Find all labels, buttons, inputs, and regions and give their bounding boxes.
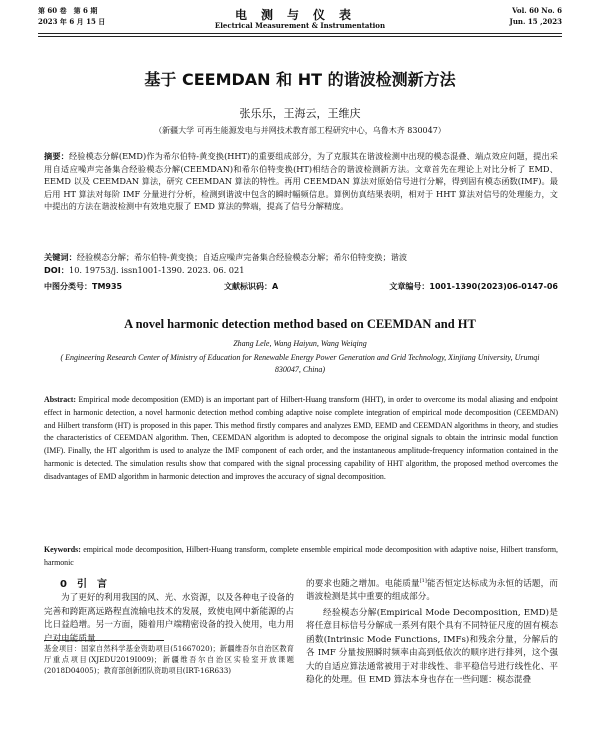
- date-en: Jun. 15 ,2023: [509, 17, 562, 26]
- keywords-text-cn: 经验模态分解；希尔伯特-黄变换；自适应噪声完备集合经验模态分解；希尔伯特变换；谐波: [76, 252, 408, 262]
- keywords-text-en: empirical mode decomposition, Hilbert-Huang transform, complete ensemble empirical mode decomposition with adaptive noise, Hilbert transform, harmonic: [44, 545, 558, 567]
- abstract-label-en: Abstract:: [44, 395, 76, 404]
- doi-value: 10. 19753/j. issn1001-1390. 2023. 06. 021: [69, 265, 245, 275]
- intro-left-paragraph: 为了更好的利用我国的风、光、水资源，以及各种电子设备的完善和跨距离远路程直流输电技术的发展，致使电网中新能源的占比日益趋增。另一方面，随着用户端精密设备的投入使用，电力用户对电能质量: [44, 593, 294, 644]
- affiliation-cn: （新疆大学 可再生能源发电与并网技术教育部工程研究中心，乌鲁木齐 830047）: [154, 126, 446, 135]
- journal-name-cn: 电测与仪表: [234, 8, 365, 22]
- footnote-rule: [44, 640, 164, 641]
- intro-right-paragraph-2: 经验模态分解(Empirical Mode Decomposition, EMD)是将任意目标信号分解成一系列有限个具有不同特征尺度的固有模态函数(Intrinsic Mode Functions, IMFs)和残余分量，分解后的各 IMF 分量按照瞬时频率由高到低依次的顺序进行排列，这个强大的自适应算法通常被用于对非线性、非平稳信号进行线性化、平稳化的处理。但 EMD 算法本身也存在一些问题：模态混叠: [306, 607, 558, 686]
- authors-cn: 张乐乐，王海云，王维庆: [239, 107, 361, 120]
- doc-code-value: A: [272, 282, 279, 291]
- right-p1-part-a: 的要求也随之增加。电能质量: [306, 578, 420, 589]
- journal-name-en: Electrical Measurement & Instrumentation: [214, 21, 386, 30]
- abstract-label-cn: 摘要：: [44, 151, 69, 161]
- abstract-text-cn: 经验模态分解(EMD)作为希尔伯特-黄变换(HHT)的重要组成部分，为了克服其在谐波检测中出现的模态混叠、端点效应问题，提出采用自适应噪声完备集合经验模态分解(CEEMDAN)和希尔伯特变换(HT)相结合的谐波检测新方法。文章首先在理论上对比分析了 EMD、EEMD 以及 CEEMDAN 算法，研究 CEEMDAN 算法的特性。再用 CEEMDAN 算法对原始信号进行分解，得到固有模态函数(IMF)。最后用 HT 算法对每阶 IMF 分量进行分析，检测到谐波中包含的瞬时幅频信息。算例仿真结果表明，相对于 HHT 算法对信号的处理能力，文中提出的方法在谐波检测中有效地克服了 EMD 算法的弊端，提高了信号分解精度。: [44, 151, 558, 212]
- volume-issue-en: Vol. 60 No. 6: [512, 6, 562, 15]
- header-rule-thick: [38, 33, 562, 34]
- header-rule-thin: [38, 36, 562, 37]
- doi-line: [44, 264, 558, 277]
- paper-title-cn: 基于 CEEMDAN 和 HT 的谐波检测新方法: [144, 70, 456, 89]
- keywords-cn: [44, 251, 558, 264]
- keywords-label-en: Keywords:: [44, 545, 81, 554]
- abstract-cn: [44, 150, 558, 213]
- right-p1-part-b: 能否恒定达标成为永恒的话题，而谐波检测是其中重要的组成部分。: [306, 578, 558, 603]
- date-cn: 2023 年 6 月 15 日: [38, 17, 106, 26]
- abstract-text-en: Empirical mode decomposition (EMD) is an important part of Hilbert-Huang transform (HHT), in order to overcome its modal aliasing and endpoint effect in harmonic detection, a novel harmonic detection method combing adaptive noise complete integration of empirical mode decomposition (CEEMDAN) and Hilbert transform (HT) is proposed in this paper. This method firstly compares and analyzes EMD, EEMD and CEEMDAN algorithms in theory, and studies the characteristics of CEEMDAN algorithm. Then, CEEMDAN algorithm is adopted to decompose the original signals to obtain the intrinsic modal function (IMF). Finally, the HT algorithm is used to analyze the IMF component of each order, and the instantaneous amplitude-frequency information contained in the harmonic is detected. The simulation results show that compared with the signal processing capability of HHT algorithm, the proposed method overcomes the disadvantages of EMD algorithm in harmonic detection and improves the accuracy of signal decomposition.: [44, 395, 558, 481]
- affiliation-en: ( Engineering Research Center of Ministry of Education for Renewable Energy Power Generation and Grid Technology, Xinjiang University, Urumqi 830047, China): [60, 353, 540, 374]
- paper-title-en: A novel harmonic detection method based on CEEMDAN and HT: [124, 317, 476, 331]
- citation-ref: [1]: [419, 578, 427, 584]
- intro-right-column: [306, 575, 558, 688]
- doi-label: DOI：: [44, 265, 69, 275]
- clc-value: TM935: [92, 282, 123, 291]
- authors-en: Zhang Lele, Wang Haiyun, Wang Weiqing: [233, 339, 367, 348]
- volume-issue-cn: 第 60 卷 第 6 期: [38, 6, 98, 15]
- keywords-label-cn: 关键词：: [44, 252, 77, 262]
- section-heading-introduction: 0 引 言: [60, 579, 107, 590]
- keywords-en: [44, 544, 558, 570]
- intro-right-paragraph-1: [306, 575, 558, 605]
- doc-code-label: 文献标识码：: [224, 282, 272, 291]
- abstract-en: [44, 394, 558, 484]
- funding-footnote: 基金项目：国家自然科学基金资助项目(51667020)；新疆维吾尔自治区教育厅重点项目(XJEDU2019I009)；新疆维吾尔自治区实验室开放课题(2018D04005)；教育部创新团队资助项目(IRT-16R633): [44, 644, 294, 675]
- article-no-label: 文章编号：: [389, 282, 430, 291]
- article-no-value: 1001-1390(2023)06-0147-06: [429, 282, 558, 291]
- clc-label: 中图分类号：: [44, 282, 92, 291]
